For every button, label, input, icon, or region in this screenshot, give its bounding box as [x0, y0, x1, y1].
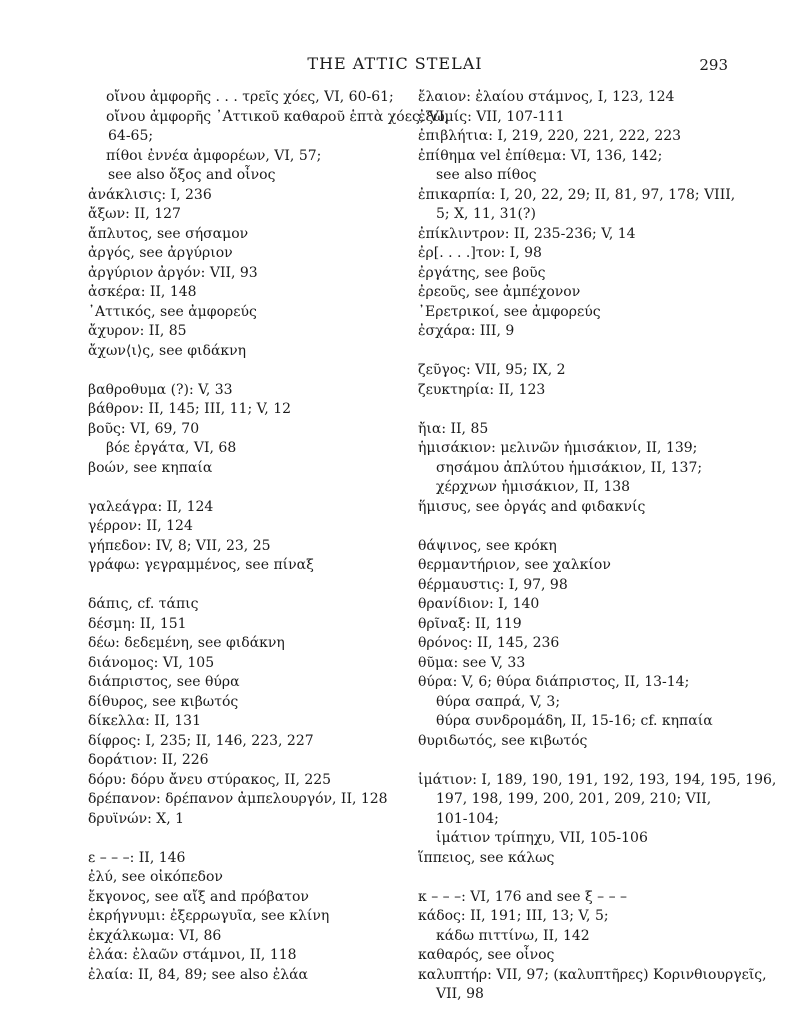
index-subentry: 64-65; [108, 128, 154, 144]
index-entry: κ – – –: VI, 176 and see ξ – – – [418, 888, 628, 905]
index-entry: δρέπανον: δρέπανον ἀμπελουργόν, II, 128 [88, 791, 388, 807]
entry-gap [418, 517, 736, 537]
index-subentry: 5; X, 11, 31(?) [436, 206, 536, 222]
index-entry: θέρμαυστις: I, 97, 98 [418, 576, 568, 593]
index-entry: θρόνος: II, 145, 236 [418, 635, 560, 651]
index-entry: ἀργύριον ἀργόν: VII, 93 [88, 264, 258, 281]
index-entry: δέω: δεδεμένη, see φιδάκνη [88, 635, 285, 651]
index-subentry: θύρα σαπρά, V, 3; [436, 693, 561, 710]
index-entry: ἀσκέρα: II, 148 [88, 284, 197, 300]
entry-gap [88, 478, 388, 498]
index-subentry: 101-104; [436, 810, 499, 827]
index-entry: ἀργός, see ἀργύριον [88, 245, 233, 261]
index-entry: θυριδωτός, see κιβωτός [418, 732, 588, 749]
index-entry: θρῖναξ: II, 119 [418, 615, 522, 632]
index-entry: ζευκτηρία: II, 123 [418, 381, 546, 398]
index-entry: ε – – –: II, 146 [88, 849, 186, 866]
index-subentry: βόε ἐργάτα, VI, 68 [106, 440, 237, 456]
index-entry: ἐργάτης, see βοῦς [418, 264, 546, 281]
index-column-left [88, 88, 449, 985]
index-entry: καθαρός, see οἶνος [418, 947, 555, 963]
index-entry: δάπις, cf. τάπις [88, 596, 199, 612]
index-entry: ἐκρήγνυμι: ἐξερρωγυῖα, see κλίνη [88, 908, 330, 924]
index-entry: γράφω: γεγραμμένος, see πίναξ [88, 557, 314, 573]
index-subentry: πίθοι ἐννέα ἀμφορέων, VI, 57; [106, 147, 322, 164]
entry-gap [88, 361, 388, 381]
index-entry: ἤια: II, 85 [418, 420, 489, 437]
index-entry: δόρυ: δόρυ ἄνευ στύρακος, II, 225 [88, 771, 332, 788]
index-entry: ἐπιβλήτια: I, 219, 220, 221, 222, 223 [418, 128, 682, 144]
index-entry: ἔκγονος, see αἴξ and πρόβατον [88, 888, 309, 905]
index-entry: θρανίδιον: I, 140 [418, 596, 540, 612]
index-entry: ἄξων: II, 127 [88, 206, 181, 222]
index-entry: καλυπτήρ: VII, 97; (καλυπτῆρες) Κορινθιουργεῖς, [418, 966, 767, 983]
index-entry: γήπεδον: IV, 8; VII, 23, 25 [88, 537, 271, 554]
index-entry: δίθυρος, see κιβωτός [88, 693, 239, 710]
index-entry: θερμαντήριον, see χαλκίον [418, 557, 611, 573]
index-entry: ἐξωμίς: VII, 107-111 [418, 108, 565, 125]
index-entry: ἐρεοῦς, see ἀμπέχονον [418, 284, 581, 300]
entry-gap [418, 868, 736, 888]
index-column-right [418, 88, 777, 1005]
page-number: 293 [699, 56, 728, 74]
index-entry: δέσμη: II, 151 [88, 615, 187, 632]
index-entry: ἄπλυτος, see σήσαμον [88, 225, 249, 242]
index-entry: γέρρον: II, 124 [88, 518, 193, 534]
index-entry: ἐπίκλιντρον: II, 235-236; V, 14 [418, 225, 636, 242]
index-entry: ἐλαία: II, 84, 89; see also ἐλάα [88, 966, 308, 983]
index-subentry: οἴνου ἀμφορῆς . . . τρεῖς χόες, VI, 60-61; [106, 89, 394, 105]
index-entry: ἀνάκλισις: I, 236 [88, 186, 212, 203]
index-subentry: χέρχνων ἡμισάκιον, II, 138 [436, 479, 631, 495]
index-entry: δρυϊνών: X, 1 [88, 810, 185, 827]
index-subentry: see also ὄξος and οἶνος [108, 167, 276, 183]
index-subentry: VII, 98 [436, 986, 484, 1002]
index-entry: ᾿Ερετρικοί, see ἀμφορεύς [418, 303, 601, 320]
index-entry: διάνομος: VI, 105 [88, 654, 215, 671]
index-entry: ἵππειος, see κάλως [418, 849, 555, 866]
index-entry: ἱμάτιον: I, 189, 190, 191, 192, 193, 194, 195, 196, [418, 771, 777, 788]
index-subentry: see also πίθος [436, 167, 537, 183]
index-subentry: 197, 198, 199, 200, 201, 209, 210; VII, [436, 791, 712, 807]
index-entry: διάπριστος, see θύρα [88, 674, 240, 690]
index-entry: ἡμισάκιον: μελινῶν ἡμισάκιον, II, 139; [418, 440, 698, 456]
index-entry: βοῦς: VI, 69, 70 [88, 420, 200, 437]
entry-gap [88, 829, 388, 849]
index-entry: δίκελλα: II, 131 [88, 713, 201, 729]
index-subentry: σησάμου ἀπλύτου ἡμισάκιον, II, 137; [436, 459, 703, 476]
index-entry: γαλεάγρα: II, 124 [88, 498, 214, 515]
index-entry: δοράτιον: II, 226 [88, 752, 209, 768]
index-entry: ἐλάα: ἐλαῶν στάμνοι, II, 118 [88, 947, 297, 963]
entry-gap [88, 576, 388, 596]
index-entry: ἐκχάλκωμα: VI, 86 [88, 927, 222, 944]
index-entry: ἥμισυς, see ὀργάς and φιδακνίς [418, 498, 646, 515]
index-entry: δίφρος: I, 235; II, 146, 223, 227 [88, 732, 314, 749]
page-header [0, 54, 790, 78]
index-entry: θύρα: V, 6; θύρα διάπριστος, II, 13-14; [418, 674, 690, 690]
index-subentry: κάδω πιττίνω, II, 142 [436, 927, 590, 944]
index-entry: βάθρον: II, 145; III, 11; V, 12 [88, 401, 292, 417]
index-entry: ζεῦγος: VII, 95; IX, 2 [418, 362, 566, 378]
index-entry: ἄχων⟨ι⟩ς, see φιδάκνη [88, 342, 247, 359]
index-entry: ἐλύ, see οἰκόπεδον [88, 869, 223, 885]
index-entry: βαθροθυμα (?): V, 33 [88, 381, 233, 398]
index-entry: βοών, see κηπαία [88, 459, 213, 476]
index-entry: ἐσχάρα: III, 9 [418, 323, 515, 339]
index-subentry: οἴνου ἀμφορῆς ᾿Αττικοῦ καθαροῦ ἑπτὰ χόες, VI, [106, 108, 449, 125]
index-entry: ἐπικαρπία: I, 20, 22, 29; II, 81, 97, 178; VIII, [418, 186, 736, 203]
index-entry: θάψινος, see κρόκη [418, 537, 557, 554]
index-entry: θῦμα: see V, 33 [418, 654, 526, 671]
entry-gap [418, 400, 736, 420]
index-entry: κάδος: II, 191; III, 13; V, 5; [418, 908, 609, 924]
index-entry: ᾿Αττικός, see ἀμφορεύς [88, 303, 257, 320]
entry-gap [418, 751, 736, 771]
index-subentry: θύρα συνδρομάδη, II, 15-16; cf. κηπαία [436, 713, 713, 729]
index-entry: ἐπίθημα vel ἐπίθεμα: VI, 136, 142; [418, 147, 663, 164]
index-entry: ἐρ[. . . .]τον: I, 98 [418, 245, 542, 261]
index-entry: ἔλαιον: ἐλαίου στάμνος, I, 123, 124 [418, 89, 675, 105]
index-entry: ἄχυρον: II, 85 [88, 323, 187, 339]
running-title: THE ATTIC STELAI [307, 54, 483, 73]
index-subentry: ἱμάτιον τρίπηχυ, VII, 105-106 [436, 830, 648, 846]
entry-gap [418, 342, 736, 362]
